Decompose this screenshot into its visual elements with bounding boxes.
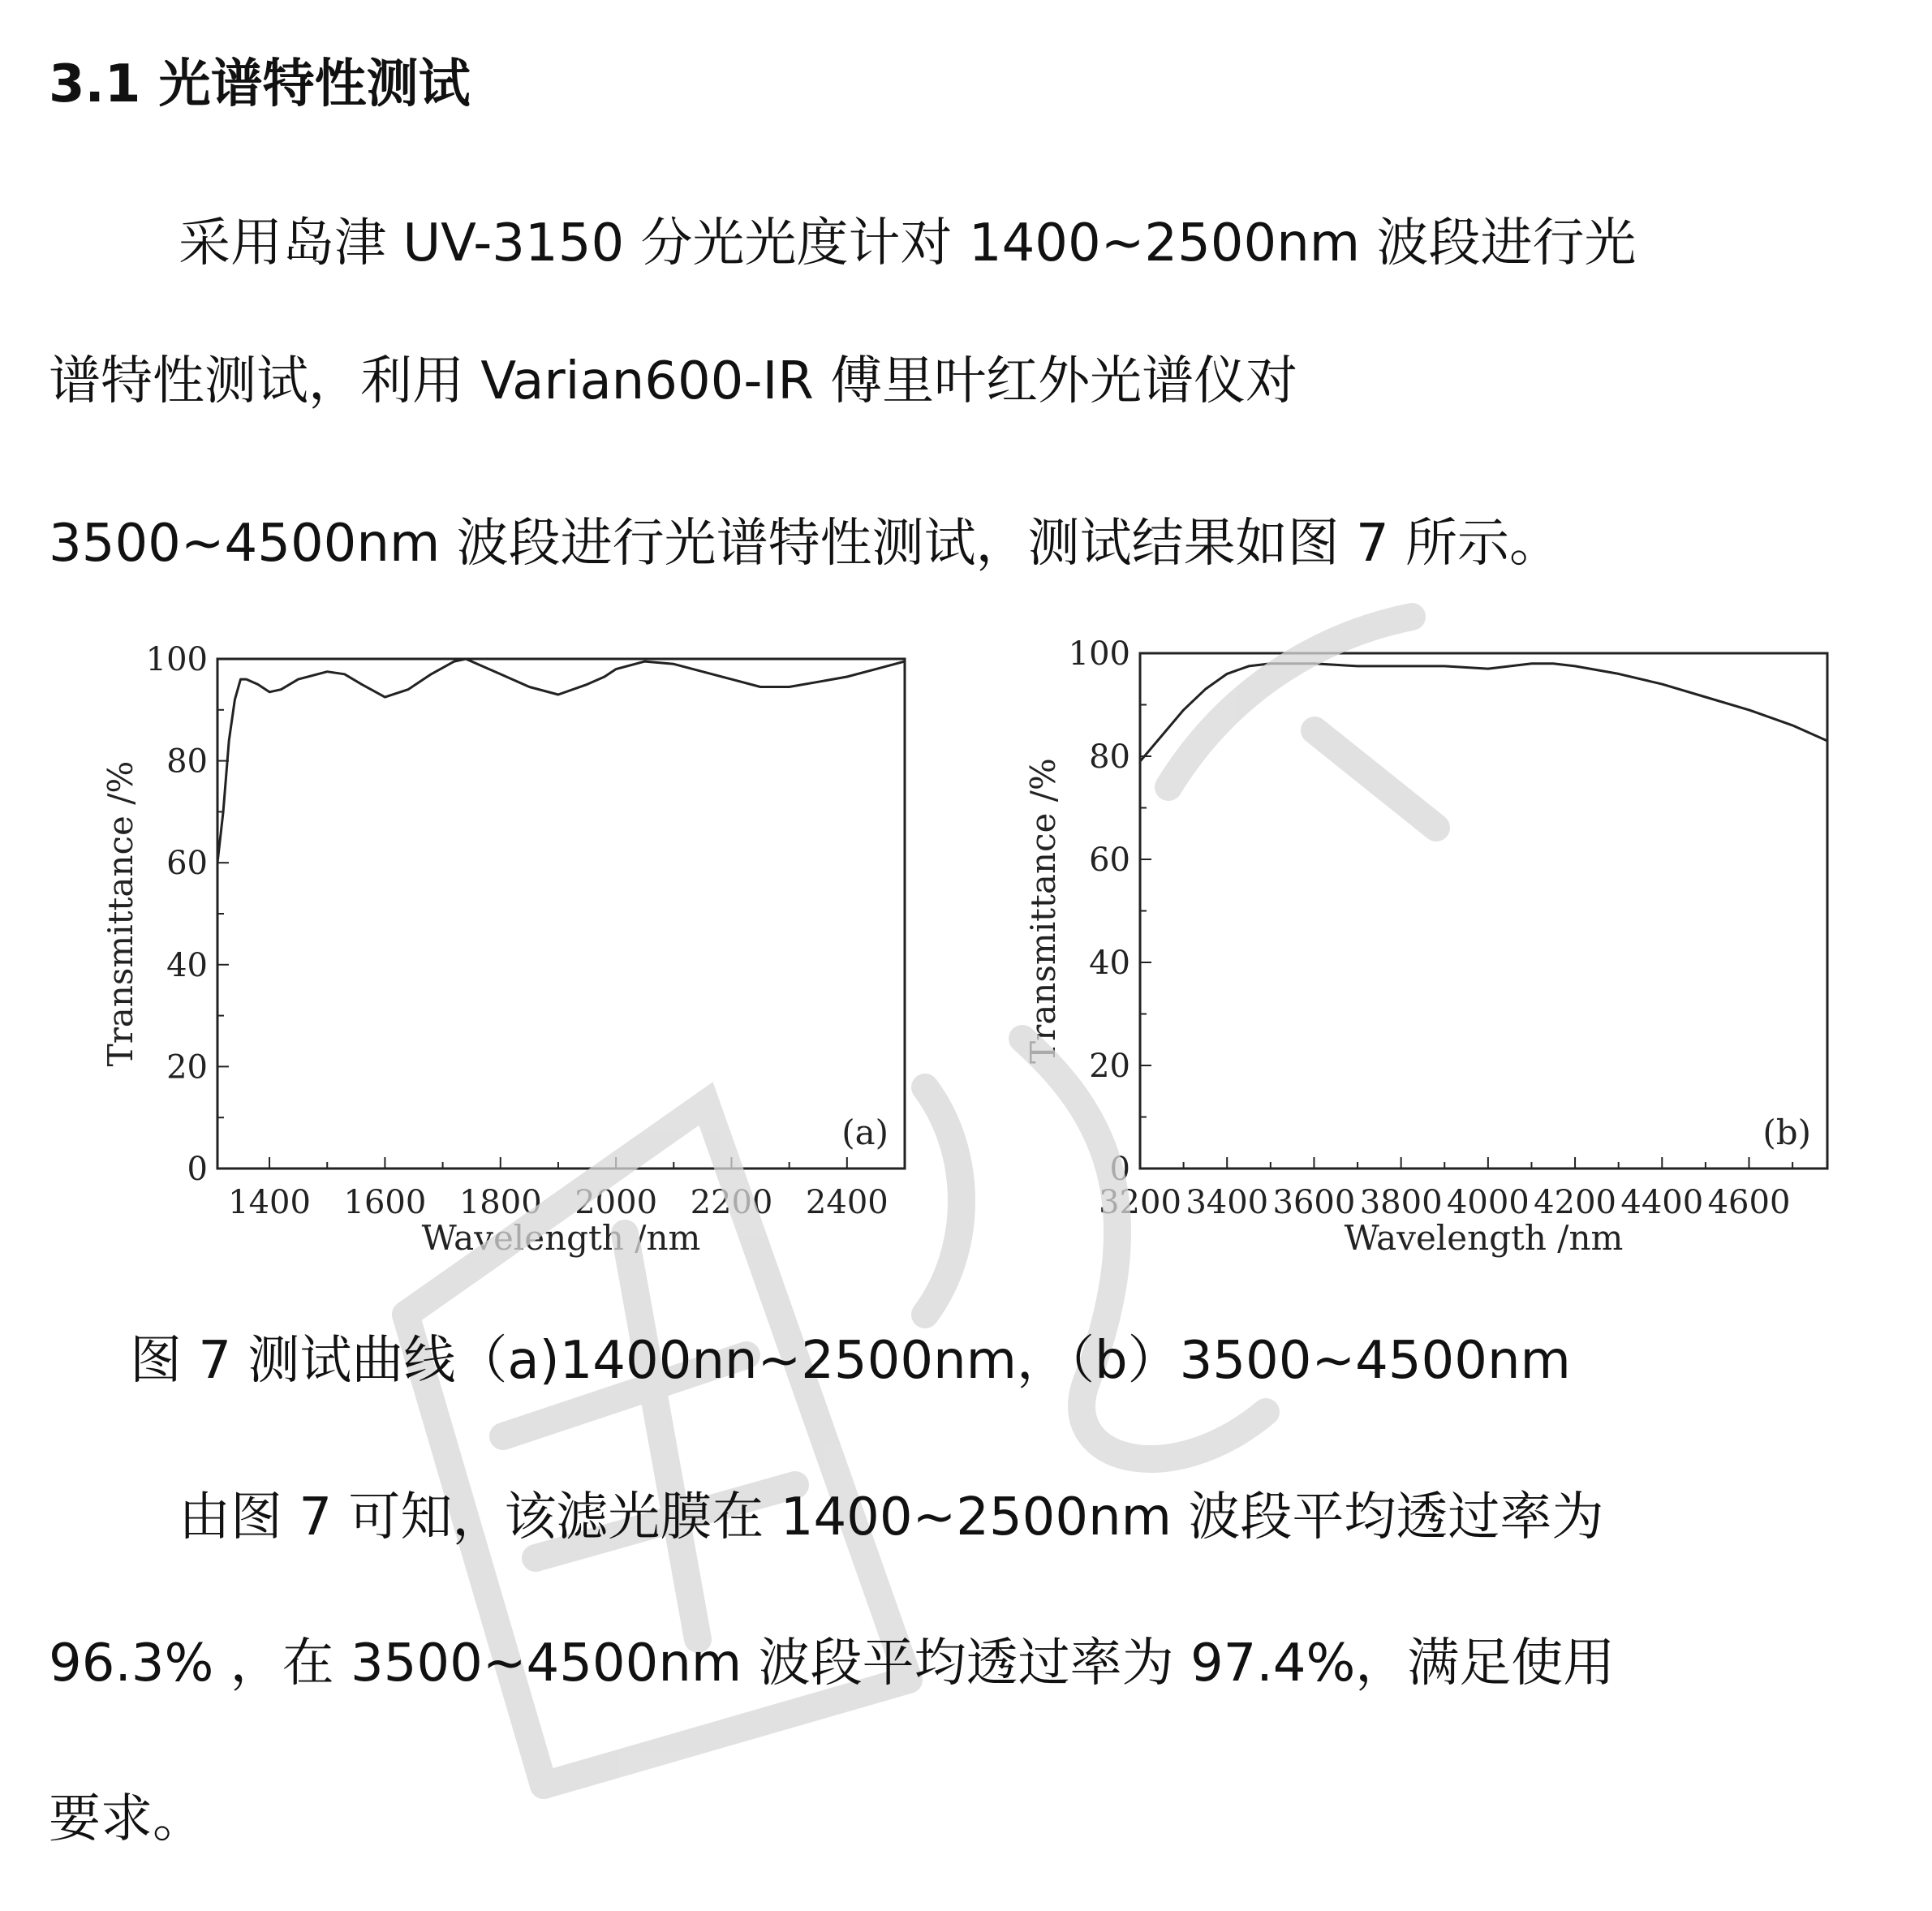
x-tick-label: 3600	[1272, 1184, 1356, 1221]
paragraph2-line2: 96.3% ，在 3500~4500nm 波段平均透过率为 97.4%，满足使用	[49, 1633, 1616, 1694]
section-heading: 3.1 光谱特性测试	[49, 54, 471, 114]
x-tick-label: 4000	[1446, 1184, 1530, 1221]
chart-panel-b	[1023, 635, 1827, 1258]
x-tick-label: 4600	[1707, 1184, 1791, 1221]
panel-label: (b)	[1762, 1113, 1811, 1152]
x-tick-label: 2400	[805, 1184, 889, 1221]
paragraph2-line3: 要求。	[49, 1789, 204, 1849]
paragraph1-line1: 采用岛津 UV-3150 分光光度计对 1400~2500nm 波段进行光	[179, 213, 1637, 273]
x-tick-label: 3400	[1185, 1184, 1269, 1221]
paragraph1-line3: 3500~4500nm 波段进行光谱特性测试，测试结果如图 7 所示。	[49, 514, 1562, 574]
y-tick-label: 100	[145, 641, 208, 678]
y-tick-label: 40	[166, 946, 208, 984]
panel-label: (a)	[841, 1113, 889, 1152]
y-tick-label: 0	[187, 1151, 208, 1188]
x-tick-label: 1800	[458, 1184, 542, 1221]
figure-caption: 图 7 测试曲线（a)1400nn~2500nm，（b）3500~4500nm	[130, 1331, 1571, 1391]
x-tick-label: 2000	[574, 1184, 658, 1221]
plot-frame	[217, 659, 905, 1169]
y-tick-label: 20	[166, 1048, 208, 1087]
y-tick-label: 80	[1089, 738, 1130, 776]
x-tick-label: 3800	[1359, 1184, 1443, 1221]
y-tick-label: 60	[166, 845, 208, 883]
y-tick-label: 0	[1109, 1151, 1130, 1188]
x-axis-label: Wavelength /nm	[1344, 1218, 1624, 1258]
x-tick-label: 3200	[1099, 1184, 1181, 1221]
paragraph2-line1: 由图 7 可知，该滤光膜在 1400~2500nm 波段平均透过率为	[179, 1487, 1604, 1547]
y-tick-label: 40	[1089, 945, 1130, 982]
chart-panel-a	[101, 641, 905, 1258]
plot-frame	[1140, 653, 1827, 1169]
y-tick-label: 60	[1089, 841, 1130, 879]
y-tick-label: 80	[166, 742, 208, 781]
y-axis-label: Transmittance /%	[101, 760, 140, 1067]
x-tick-label: 1600	[343, 1184, 427, 1221]
x-tick-label: 2200	[690, 1184, 773, 1221]
transmittance-series-line	[217, 659, 905, 863]
x-tick-label: 1400	[228, 1184, 311, 1221]
x-tick-label: 4200	[1534, 1184, 1616, 1221]
y-axis-label: Transmittance /%	[1023, 758, 1063, 1064]
paragraph1-line2: 谱特性测试，利用 Varian600-IR 傅里叶红外光谱仪对	[49, 351, 1298, 411]
x-axis-label: Wavelength /nm	[421, 1218, 701, 1258]
y-tick-label: 100	[1068, 635, 1130, 673]
transmittance-series-line	[1140, 664, 1827, 762]
y-tick-label: 20	[1089, 1048, 1130, 1085]
x-tick-label: 4400	[1620, 1184, 1704, 1221]
